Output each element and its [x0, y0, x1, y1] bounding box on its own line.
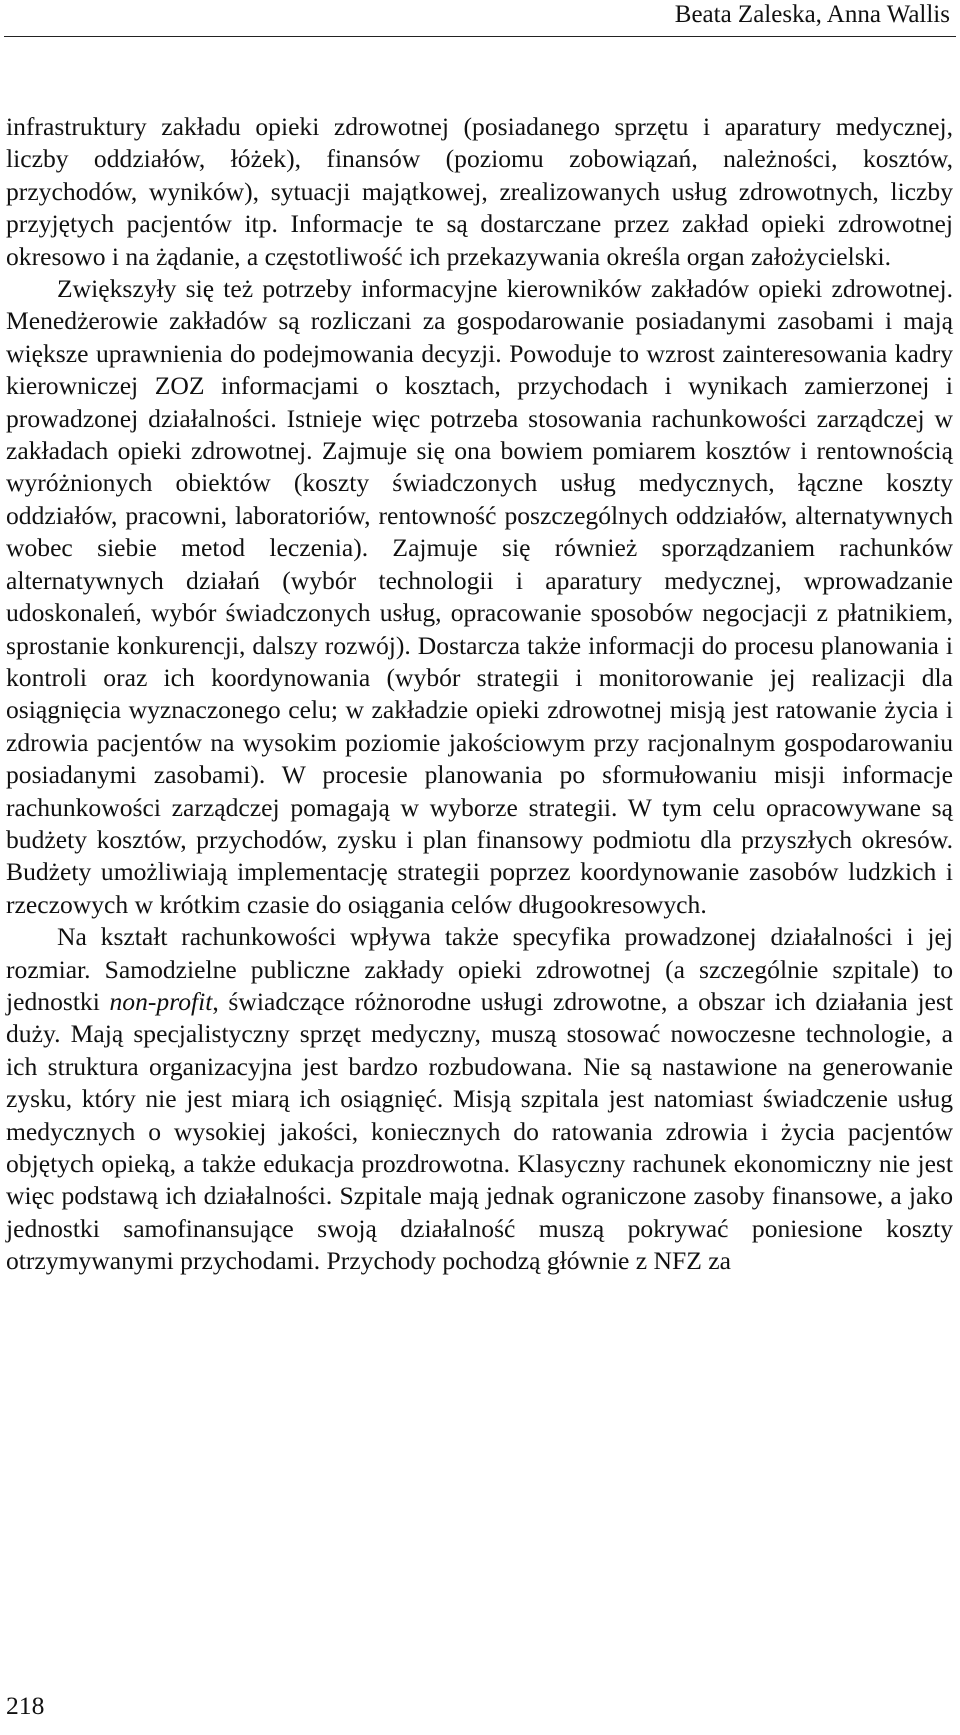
paragraph-1: infrastruktury zakładu opieki zdrowotnej (posiadanego sprzętu i aparatury medycznej, liczby oddziałów, łóżek), finansów (poziomu zobowiązań, należności, kosztów, przychodów, wyników), sytuacji majątkowej, zrealizowanych usług zdrowotnych, liczby przyjętych pacjentów itp. Informacje te są dostarczane przez zakład opieki zdrowotnej okresowo i na żądanie, a częstotliwość ich przekazywania określa organ założycielski.	[6, 112, 953, 271]
paragraph-3	[6, 921, 953, 1277]
header-divider	[4, 36, 956, 37]
page-number: 218	[6, 1691, 45, 1720]
paragraph-3-italic-term: non-profit	[109, 986, 213, 1016]
paragraph-2: Zwiększyły się też potrzeby informacyjne kierowników zakładów opieki zdrowotnej. Menedżerowie zakładów są rozliczani za gospodarowanie posiadanymi zasobami i mają większe uprawnienia do podejmowania decyzji. Powoduje to wzrost zainteresowania kadry kierowniczej ZOZ informacjami o kosztach, przychodach i wynikach zamierzonej i prowadzonej działalności. Istnieje więc potrzeba stosowania rachunkowości zarządczej w zakładach opieki zdrowotnej. Zajmuje się ona bowiem pomiarem kosztów i rentownością wyróżnionych obiektów (koszty świadczonych usług medycznych, łączne koszty oddziałów, pracowni, laboratoriów, rentowność poszczególnych oddziałów, alternatywnych wobec siebie metod leczenia). Zajmuje się również sporządzaniem rachunków alternatywnych działań (wybór technologii i aparatury medycznej, wprowadzanie udoskonaleń, wybór świadczonych usług, opracowanie sposobów negocjacji z płatnikiem, sprostanie konkurencji, dalszy rozwój). Dostarcza także informacji do procesu planowania i kontroli oraz ich koordynowania (wybór strategii i monitorowanie jej realizacji dla osiągnięcia wyznaczonego celu; w zakładzie opieki zdrowotnej misją jest ratowanie życia i zdrowia pacjentów na wysokim poziomie jakościowym przy racjonalnym gospodarowaniu posiadanymi zasobami). W procesie planowania po sformułowaniu misji informacje rachunkowości zarządczej pomagają w wyborze strategii. W tym celu opracowywane są budżety kosztów, przychodów, zysku i plan finansowy podmiotu dla przyszłych okresów. Budżety umożliwiają implementację strategii poprzez koordynowanie zasobów ludzkich i rzeczowych w krótkim czasie do osiągania celów długookresowych.	[6, 274, 953, 919]
body-text	[6, 111, 953, 1278]
paragraph-3-text-end: , świadczące różnorodne usługi zdrowotne, a obszar ich działania jest duży. Mają specjalistyczny sprzęt medyczny, muszą stosować nowoczesne technologie, a ich struktura organizacyjna jest bardzo rozbudowana. Nie są nastawione na generowanie zysku, który nie jest miarą ich osiągnięć. Misją szpitala jest natomiast świadczenie usług medycznych o wysokiej jakości, koniecznych do ratowania zdrowia i życia pacjentów objętych opieką, a także edukacja prozdrowotna. Klasyczny rachunek ekonomiczny nie jest więc podstawą ich działalności. Szpitale mają jednak ograniczone zasoby finansowe, a jako jednostki samofinansujące swoją działalność muszą pokrywać poniesione koszty otrzymywanymi przychodami. Przychody pochodzą głównie z NFZ za	[6, 986, 953, 1276]
running-header: Beata Zaleska, Anna Wallis	[674, 1, 950, 28]
paragraph-3-text-start: Na kształt rachunkowości wpływa także specyfika prowadzonej działalności i jej rozmiar. Samodzielne publiczne zakłady opieki zdrowotnej (a szczególnie szpitale) to jednostki	[6, 922, 953, 1016]
